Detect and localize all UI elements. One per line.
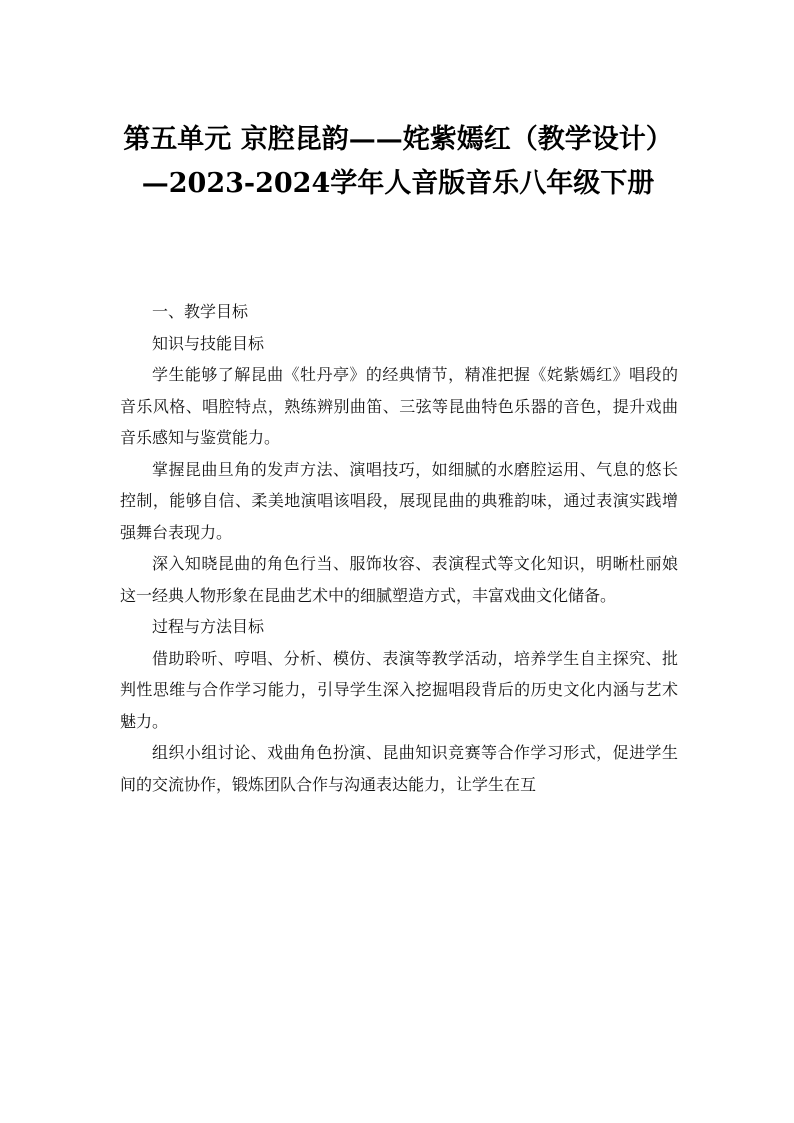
paragraph: 学生能够了解昆曲《牡丹亭》的经典情节，精准把握《姹紫嫣红》唱段的音乐风格、唱腔特点，熟练辨别曲笛、三弦等昆曲特色乐器的音色，提升戏曲音乐感知与鉴赏能力。 [120, 365, 678, 447]
paragraph: 深入知晓昆曲的角色行当、服饰妆容、表演程式等文化知识，明晰杜丽娘这一经典人物形象在昆曲艺术中的细腻塑造方式，丰富戏曲文化储备。 [120, 554, 678, 605]
paragraph: 借助聆听、哼唱、分析、模仿、表演等教学活动，培养学生自主探究、批判性思维与合作学习能力，引导学生深入挖掘唱段背后的历史文化内涵与艺术魅力。 [120, 648, 678, 731]
document-title: 第五单元 京腔昆韵——姹紫嫣红（教学设计）—2023-2024学年人音版音乐八年级下册 [123, 124, 673, 199]
document-body [120, 296, 678, 800]
section-heading-objectives: 一、教学目标 [152, 302, 249, 321]
subheading-process-methods: 过程与方法目标 [152, 617, 265, 636]
paragraph: 掌握昆曲旦角的发声方法、演唱技巧，如细腻的水磨腔运用、气息的悠长控制，能够自信、柔美地演唱该唱段，展现昆曲的典雅韵味，通过表演实践增强舞台表现力。 [120, 459, 678, 542]
subheading-knowledge-skills: 知识与技能目标 [152, 333, 265, 353]
paragraph: 组织小组讨论、戏曲角色扮演、昆曲知识竞赛等合作学习形式，促进学生间的交流协作，锻炼团队合作与沟通表达能力，让学生在互 [120, 743, 678, 794]
